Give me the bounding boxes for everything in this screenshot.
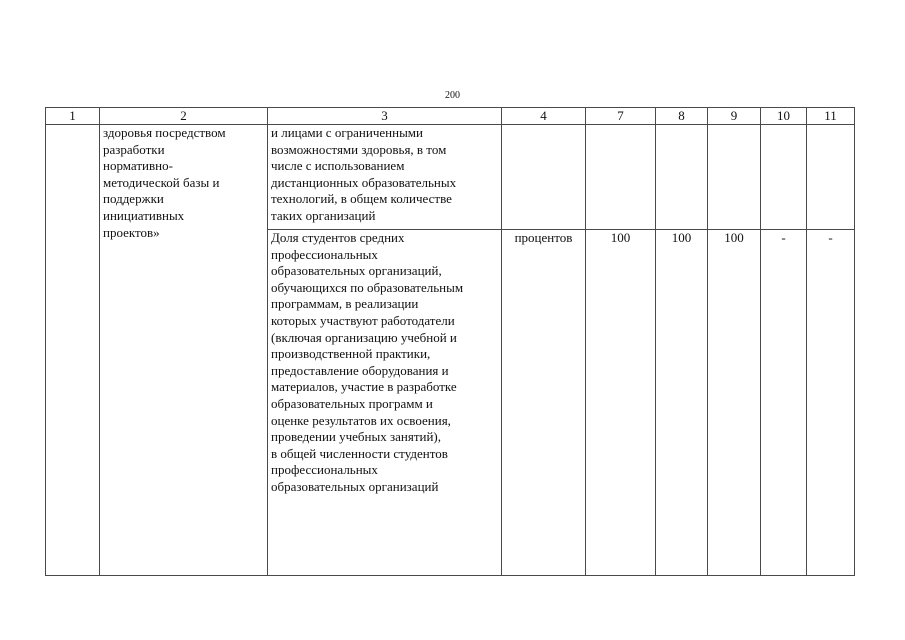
value-cell-8-empty [656, 125, 708, 230]
header-cell-11: 11 [807, 108, 855, 125]
page-number: 200 [445, 90, 460, 101]
value-cell-11-empty [807, 125, 855, 230]
value-cell-9: 100 [708, 230, 761, 576]
cell-col1-empty [46, 125, 100, 576]
indicator-cell: и лицами с ограниченными возможностями здоровья, в том числе с использованием дистанционных образовательных технологий, в общем количестве таких организаций [268, 125, 502, 230]
header-cell-9: 9 [708, 108, 761, 125]
header-cell-7: 7 [586, 108, 656, 125]
header-cell-10: 10 [761, 108, 807, 125]
value-cell-7-empty [586, 125, 656, 230]
header-cell-2: 2 [100, 108, 268, 125]
header-cell-8: 8 [656, 108, 708, 125]
value-cell-10: - [761, 230, 807, 576]
program-name-cell: здоровья посредством разработки нормативно- методической базы и поддержки инициативных проектов» [100, 125, 268, 576]
value-cell-8: 100 [656, 230, 708, 576]
unit-cell: процентов [502, 230, 586, 576]
header-cell-4: 4 [502, 108, 586, 125]
value-cell-7: 100 [586, 230, 656, 576]
value-cell-9-empty [708, 125, 761, 230]
table-header-row [46, 108, 855, 125]
value-cell-11: - [807, 230, 855, 576]
table-row [46, 125, 855, 230]
unit-cell-empty [502, 125, 586, 230]
indicator-cell: Доля студентов средних профессиональных образовательных организаций, обучающихся по образовательным программам, в реализации которых участвуют работодатели (включая организацию учебной и производственной практики, предоставление оборудования и материалов, участие в разработке образовательных программ и оценке результатов их освоения, проведении учебных занятий), в общей численности студентов профессиональных образовательных организаций [268, 230, 502, 576]
header-cell-1: 1 [46, 108, 100, 125]
value-cell-10-empty [761, 125, 807, 230]
indicators-table [45, 107, 855, 576]
header-cell-3: 3 [268, 108, 502, 125]
